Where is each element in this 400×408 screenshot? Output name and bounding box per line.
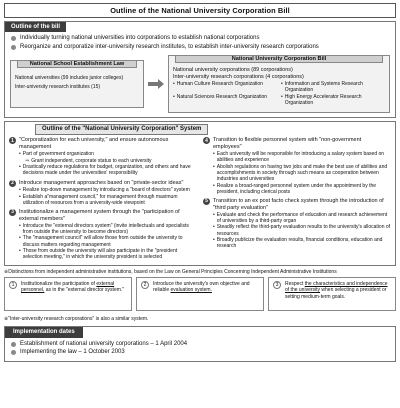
system-point: • The "management council" will allow those from outside the university to discuss matters regarding management bbox=[19, 235, 197, 247]
number-badge: 1 bbox=[9, 137, 16, 144]
corp-bill-box bbox=[168, 55, 390, 113]
distinction-section bbox=[4, 269, 396, 311]
implementation-heading: Implementation dates bbox=[5, 327, 83, 337]
outline-bullets bbox=[5, 32, 395, 53]
distinction-text-part: when selecting a president or setting medium-term goals. bbox=[285, 287, 387, 300]
outline-bullet-text: Reorganize and corporatize inter-university research institutes, to establish inter-university research corporations bbox=[20, 43, 319, 50]
system-point: • Establish a"management council," for management through maximum utilization of resources from a university-wide viewpoint bbox=[19, 194, 197, 206]
implementation-bullet bbox=[11, 349, 389, 356]
system-item-title: Institutionalize a management system through the "participation of external members" bbox=[19, 208, 180, 222]
system-item-5 bbox=[203, 198, 391, 249]
distinction-underlined: evaluation system. bbox=[170, 287, 212, 294]
circled-number: 3 bbox=[273, 281, 281, 289]
system-item-title: Transition to an ex post facto check system through the introduction of "third party evaluation" bbox=[213, 197, 384, 211]
circled-number: 2 bbox=[141, 281, 149, 289]
document-title: Outline of the National University Corporation Bill bbox=[4, 3, 396, 18]
school-law-box bbox=[10, 60, 144, 108]
system-item-1 bbox=[9, 137, 197, 176]
system-item-title: Transition to flexible personnel system with "non-government employees" bbox=[213, 137, 362, 150]
system-point: • Drastically reduce regulations for budget, organization, and others and have decisions made under the universities' responsibility bbox=[19, 164, 197, 176]
system-point: • Those from outside the university will also participate in the "president selection meeting," in which the university president is selected bbox=[19, 248, 197, 260]
implementation-text: Implementing the law – 1 October 2003 bbox=[20, 349, 125, 356]
organization-list bbox=[173, 81, 385, 105]
outline-bullet-text: Individually turning national universities into corporations to establish national corporations bbox=[20, 35, 260, 42]
school-law-label: National School Establishment Law bbox=[17, 60, 137, 68]
distinction-box bbox=[136, 277, 264, 311]
implementation-section bbox=[4, 326, 396, 362]
distinction-underlined: external personnel, bbox=[21, 281, 115, 294]
laws-comparison bbox=[5, 53, 395, 117]
footnote: ※"Inter-university research corporations" is also a similar system. bbox=[4, 316, 149, 323]
system-point: • Each university will be responsible for introducing a salary system based on abilities and experience bbox=[213, 151, 391, 163]
system-point: • Realize a broad-ranged personnel system under the appointment by the president, including clerical posts bbox=[213, 183, 391, 195]
number-badge: 4 bbox=[203, 137, 210, 144]
implementation-bullet bbox=[11, 341, 389, 348]
number-badge: 5 bbox=[203, 198, 210, 205]
outline-heading: Outline of the bill bbox=[5, 22, 66, 32]
school-law-line: Inter-university research institutes (15) bbox=[15, 84, 101, 91]
system-heading: Outline of the "National University Corporation" System bbox=[35, 124, 208, 135]
number-badge: 2 bbox=[9, 180, 16, 187]
outline-bullet bbox=[11, 44, 389, 51]
outline-section bbox=[4, 21, 396, 118]
distinction-text-part: Introduce the university's own objective and reliable bbox=[153, 281, 250, 294]
organization-item: • Human Culture Research Organization bbox=[173, 81, 277, 93]
distinction-text-part: Respect bbox=[285, 281, 305, 288]
system-point: ⇒ Grant independent, corporate status to each university bbox=[19, 158, 197, 164]
implementation-text: Establishment of national university corporations – 1 April 2004 bbox=[20, 340, 188, 347]
corp-bill-line: Inter-university research corporations (4 corporations) bbox=[173, 73, 304, 80]
system-point: • Introduce the "external directors system" (invite intellectuals and specialists from outside the university to become directors) bbox=[19, 223, 197, 235]
distinction-text-part: Institutionalize the participation of bbox=[21, 281, 97, 288]
number-badge: 3 bbox=[9, 209, 16, 216]
bullet-dot-icon bbox=[11, 45, 16, 50]
system-item-4 bbox=[203, 137, 391, 195]
system-point: • Steadily reflect the third-party evaluation results to the university's allocation of resources bbox=[213, 224, 391, 236]
distinction-box bbox=[4, 277, 132, 311]
distinction-underlined: the characteristics and independence of the university bbox=[285, 281, 388, 294]
system-item-3 bbox=[9, 209, 197, 260]
system-item-2 bbox=[9, 180, 197, 206]
organization-item: • Information and Systems Research Organization bbox=[281, 81, 385, 93]
system-section bbox=[4, 121, 396, 266]
school-law-line: National universities (99 includes junior colleges) bbox=[15, 74, 124, 81]
outline-bullet bbox=[11, 35, 389, 42]
bullet-dot-icon bbox=[11, 342, 16, 347]
organization-item: • Natural Sciences Research Organization bbox=[173, 94, 277, 106]
system-point: • Broadly publicize the evaluation results, financial conditions, education and research bbox=[213, 237, 391, 249]
system-item-title: "Corporatization for each university," and ensure autonomous management bbox=[19, 137, 169, 150]
system-point: • Part of government organization bbox=[19, 151, 197, 157]
right-arrow-icon bbox=[148, 79, 164, 89]
circled-number: 1 bbox=[9, 281, 17, 289]
system-item-title: Introduce management approaches based on "private-sector ideas" bbox=[19, 179, 184, 186]
corp-bill-line: National university corporations (89 corporations) bbox=[173, 66, 293, 73]
organization-item: • High Energy Accelerator Research Organization bbox=[281, 94, 385, 106]
system-left-column bbox=[9, 137, 197, 263]
distinction-text: ※Distinctions from independent administrative institutions, based on the Law on General Principles Concerning Independent Administrative Institutions bbox=[4, 269, 337, 276]
system-point: • Realize top-down management by introducing a "board of directors" system bbox=[19, 187, 197, 193]
system-right-column bbox=[203, 137, 391, 263]
bullet-dot-icon bbox=[11, 36, 16, 41]
corp-bill-label: National University Corporation Bill bbox=[175, 55, 383, 63]
system-point: • Evaluate and check the performance of education and research achievement of universities by a third-party organ bbox=[213, 212, 391, 224]
distinction-text-part: as in the "external director system." bbox=[44, 287, 125, 294]
system-point: • Abolish regulations on having two jobs and make the best use of abilities and accomplishments in society through such means as cooperation between industries and universities bbox=[213, 164, 391, 182]
bullet-dot-icon bbox=[11, 350, 16, 355]
distinction-box bbox=[268, 277, 396, 311]
